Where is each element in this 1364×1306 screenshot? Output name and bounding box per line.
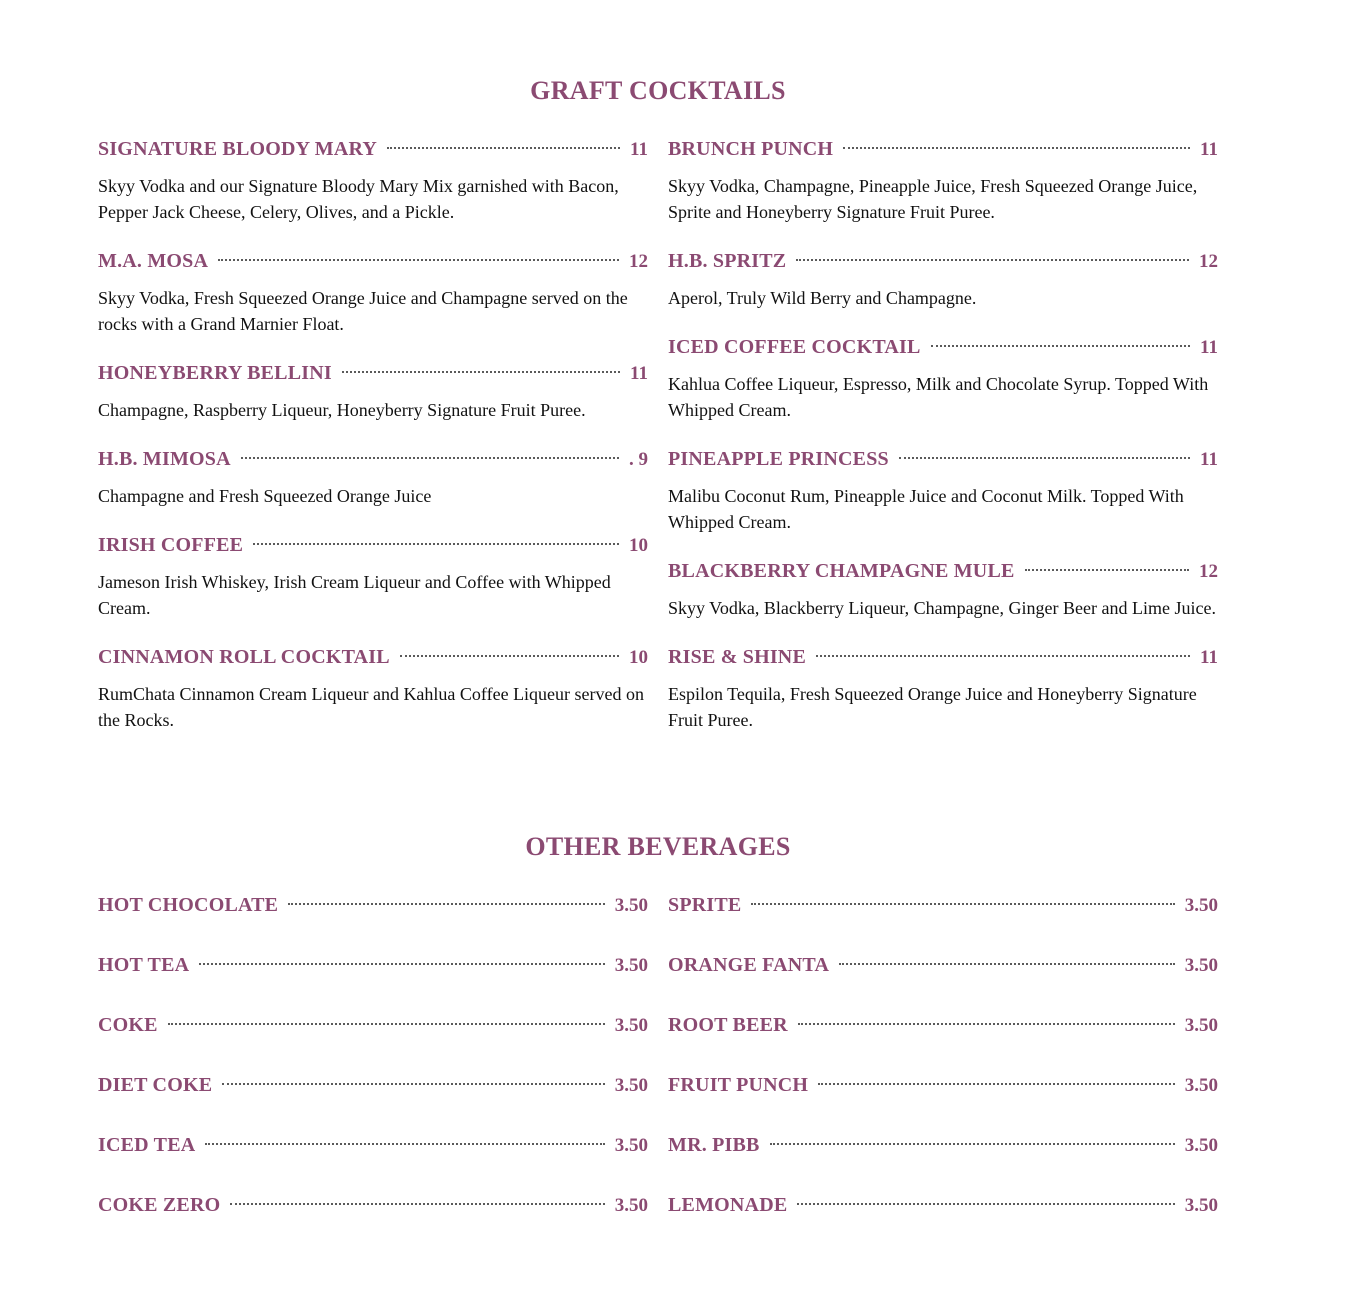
menu-item-price: 12: [629, 251, 648, 272]
cocktails-column-left: [98, 137, 648, 757]
menu-item-price: 3.50: [614, 1015, 648, 1036]
menu-item-header: [98, 645, 648, 669]
menu-item-name: ICED TEA: [98, 1134, 196, 1156]
dotted-leader: [796, 259, 1189, 261]
menu-item: [668, 137, 1218, 225]
menu-item-header: [98, 893, 648, 917]
menu-item-description: Jameson Irish Whiskey, Irish Cream Liqueur and Coffee with Whipped Cream.: [98, 572, 611, 618]
menu-item-header: [98, 1073, 648, 1097]
menu-item-description: Espilon Tequila, Fresh Squeezed Orange Juice and Honeyberry Signature Fruit Puree.: [668, 684, 1197, 730]
dotted-leader: [839, 963, 1175, 965]
menu-item-header: [98, 1013, 648, 1037]
dotted-leader: [218, 259, 619, 261]
dotted-leader: [818, 1083, 1175, 1085]
dotted-leader: [400, 655, 619, 657]
menu-item-name: HOT CHOCOLATE: [98, 894, 279, 916]
menu-item-price: 12: [1199, 251, 1218, 272]
menu-item-name: DIET COKE: [98, 1074, 213, 1096]
menu-item-header: [668, 953, 1218, 977]
menu-item: [98, 1133, 648, 1157]
menu-item-description: Skyy Vodka, Blackberry Liqueur, Champagne, Ginger Beer and Lime Juice.: [668, 598, 1216, 618]
menu-item-header: [98, 137, 648, 161]
menu-item-price: 3.50: [614, 895, 648, 916]
menu-item-description: Aperol, Truly Wild Berry and Champagne.: [668, 288, 977, 308]
menu-item-name: IRISH COFFEE: [98, 534, 244, 556]
menu-item: [668, 559, 1218, 621]
menu-item-price: 3.50: [1184, 1015, 1218, 1036]
menu-item-header: [668, 1193, 1218, 1217]
menu-item-name: H.B. MIMOSA: [98, 448, 231, 470]
menu-item-header: [98, 1193, 648, 1217]
menu-item-description: Malibu Coconut Rum, Pineapple Juice and Coconut Milk. Topped With Whipped Cream.: [668, 486, 1184, 532]
dotted-leader: [205, 1143, 604, 1145]
dotted-leader: [1025, 569, 1189, 571]
beverages-column-right: [668, 893, 1218, 1253]
menu-item-name: HOT TEA: [98, 954, 190, 976]
menu-item-header: [668, 137, 1218, 161]
dotted-leader: [253, 543, 619, 545]
menu-item-name: COKE ZERO: [98, 1194, 221, 1216]
dotted-leader: [798, 1023, 1175, 1025]
menu-item-header: [668, 447, 1218, 471]
menu-item-description: RumChata Cinnamon Cream Liqueur and Kahlua Coffee Liqueur served on the Rocks.: [98, 684, 645, 730]
menu-item-name: LEMONADE: [668, 1194, 788, 1216]
menu-item-price: 3.50: [1184, 955, 1218, 976]
menu-item-name: ICED COFFEE COCKTAIL: [668, 336, 921, 358]
menu-item-description: Champagne, Raspberry Liqueur, Honeyberry Signature Fruit Puree.: [98, 400, 586, 420]
menu-item: [98, 249, 648, 337]
menu-item-header: [98, 1133, 648, 1157]
menu-item-name: BRUNCH PUNCH: [668, 138, 834, 160]
dotted-leader: [222, 1083, 605, 1085]
dotted-leader: [816, 655, 1190, 657]
menu-item-price: . 9: [629, 449, 648, 470]
menu-item: [668, 447, 1218, 535]
menu-item: [98, 1193, 648, 1217]
menu-item-header: [98, 533, 648, 557]
menu-item-name: COKE: [98, 1014, 158, 1036]
menu-item-header: [98, 953, 648, 977]
menu-item-price: 3.50: [614, 1135, 648, 1156]
menu-item: [668, 1073, 1218, 1097]
menu-item-description: Skyy Vodka, Champagne, Pineapple Juice, Fresh Squeezed Orange Juice, Sprite and Honeyberry Signature Fruit Puree.: [668, 176, 1198, 222]
menu-item-price: 3.50: [614, 1195, 648, 1216]
menu-item: [98, 533, 648, 621]
menu-item: [668, 1133, 1218, 1157]
menu-item-name: PINEAPPLE PRINCESS: [668, 448, 889, 470]
dotted-leader: [288, 903, 605, 905]
menu-item-name: FRUIT PUNCH: [668, 1074, 809, 1096]
dotted-leader: [899, 457, 1190, 459]
menu-item: [98, 1073, 648, 1097]
menu-item-description: Skyy Vodka, Fresh Squeezed Orange Juice and Champagne served on the rocks with a Grand Marnier Float.: [98, 288, 628, 334]
menu-item-price: 12: [1199, 561, 1218, 582]
menu-item: [668, 953, 1218, 977]
menu-item-description: Skyy Vodka and our Signature Bloody Mary Mix garnished with Bacon, Pepper Jack Cheese, Celery, Olives, and a Pickle.: [98, 176, 619, 222]
menu-item-header: [668, 645, 1218, 669]
menu-item-price: 3.50: [614, 955, 648, 976]
dotted-leader: [342, 371, 620, 373]
dotted-leader: [843, 147, 1190, 149]
menu-item-name: BLACKBERRY CHAMPAGNE MULE: [668, 560, 1015, 582]
menu-item-header: [668, 1073, 1218, 1097]
menu-item: [98, 361, 648, 423]
beverages-column-left: [98, 893, 648, 1253]
menu-item-price: 11: [1200, 449, 1218, 470]
menu-item-price: 3.50: [614, 1075, 648, 1096]
menu-item: [98, 645, 648, 733]
menu-item-price: 11: [630, 139, 648, 160]
dotted-leader: [797, 1203, 1174, 1205]
menu-item-description: Kahlua Coffee Liqueur, Espresso, Milk and Chocolate Syrup. Topped With Whipped Cream.: [668, 374, 1209, 420]
menu-item: [668, 1013, 1218, 1037]
menu-item-name: CINNAMON ROLL COCKTAIL: [98, 646, 390, 668]
menu-item-name: H.B. SPRITZ: [668, 250, 787, 272]
dotted-leader: [241, 457, 619, 459]
menu-item: [668, 249, 1218, 311]
menu-item-name: M.A. MOSA: [98, 250, 209, 272]
menu-item-price: 3.50: [1184, 1195, 1218, 1216]
menu-item-name: HONEYBERRY BELLINI: [98, 362, 332, 384]
menu-item-name: ORANGE FANTA: [668, 954, 830, 976]
cocktails-column-right: [668, 137, 1218, 757]
menu-item-name: ROOT BEER: [668, 1014, 788, 1036]
menu-item-header: [668, 893, 1218, 917]
menu-item-header: [668, 335, 1218, 359]
menu-item: [98, 1013, 648, 1037]
menu-item-name: RISE & SHINE: [668, 646, 806, 668]
menu-item-price: 10: [629, 535, 648, 556]
menu-item: [668, 645, 1218, 733]
dotted-leader: [168, 1023, 605, 1025]
dotted-leader: [387, 147, 620, 149]
section-title-other-beverages: OTHER BEVERAGES: [525, 832, 791, 861]
menu-item-price: 11: [1200, 647, 1218, 668]
menu-item-description: Champagne and Fresh Squeezed Orange Juice: [98, 486, 432, 506]
menu-item: [98, 447, 648, 509]
dotted-leader: [931, 345, 1191, 347]
menu-item: [98, 893, 648, 917]
menu-item-price: 11: [630, 363, 648, 384]
menu-item: [668, 1193, 1218, 1217]
menu-item-header: [668, 1133, 1218, 1157]
menu-item: [668, 893, 1218, 917]
menu-item: [668, 335, 1218, 423]
menu-item: [98, 137, 648, 225]
dotted-leader: [751, 903, 1174, 905]
menu-item: [98, 953, 648, 977]
menu-item-name: SIGNATURE BLOODY MARY: [98, 138, 378, 160]
menu-item-price: 10: [629, 647, 648, 668]
menu-item-price: 3.50: [1184, 1075, 1218, 1096]
menu-item-header: [98, 447, 648, 471]
section-title-graft-cocktails: GRAFT COCKTAILS: [530, 76, 786, 105]
menu-item-price: 3.50: [1184, 895, 1218, 916]
menu-item-name: SPRITE: [668, 894, 742, 916]
dotted-leader: [230, 1203, 604, 1205]
menu-item-price: 11: [1200, 139, 1218, 160]
menu-item-header: [668, 1013, 1218, 1037]
menu-item-name: MR. PIBB: [668, 1134, 760, 1156]
menu-item-header: [668, 249, 1218, 273]
menu-item-header: [668, 559, 1218, 583]
dotted-leader: [770, 1143, 1175, 1145]
menu-item-header: [98, 361, 648, 385]
dotted-leader: [199, 963, 604, 965]
menu-item-header: [98, 249, 648, 273]
menu-item-price: 11: [1200, 337, 1218, 358]
menu-item-price: 3.50: [1184, 1135, 1218, 1156]
